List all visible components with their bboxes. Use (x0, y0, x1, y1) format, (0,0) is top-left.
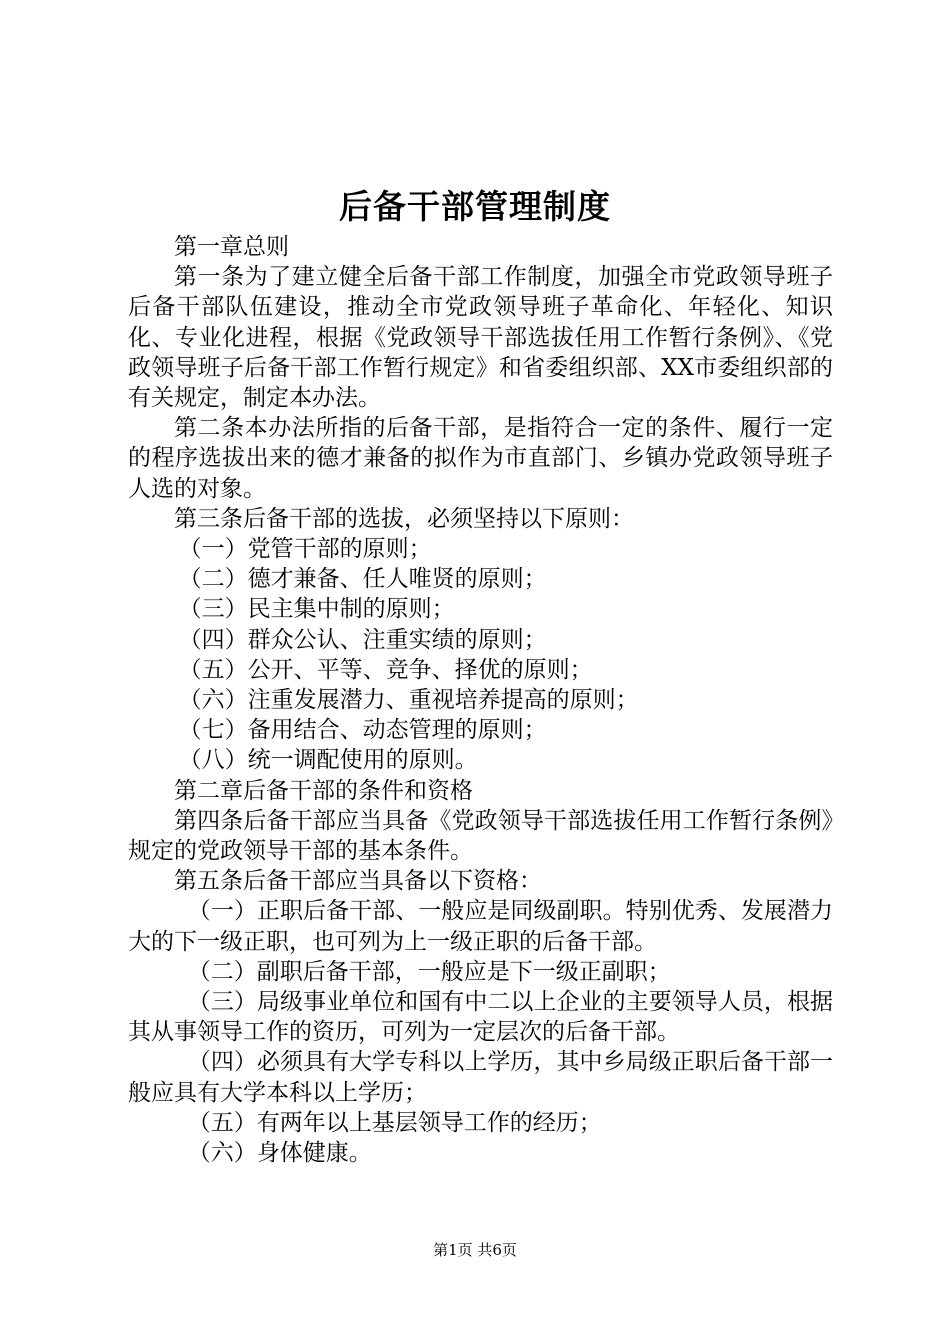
list-item: （五）公开、平等、竞争、择优的原则； (178, 656, 593, 683)
list-item: （三）民主集中制的原则； (178, 596, 455, 623)
list-item: （二）德才兼备、任人唯贤的原则； (178, 566, 547, 593)
document-title: 后备干部管理制度 (339, 187, 611, 226)
chapter-heading: 第一章总则 (174, 234, 289, 260)
list-item: （六）注重发展潜力、重视培养提高的原则； (178, 687, 639, 714)
article-paragraph: 第三条后备干部的选拔，必须坚持以下原则： (174, 505, 634, 532)
chapter-heading: 第二章后备干部的条件和资格 (174, 777, 473, 804)
list-item: （三）局级事业单位和国有中二以上企业的主要领导人员，根据其从事领导工作的资历，可列为一定层次的后备干部。 (128, 989, 833, 1046)
article-paragraph: 第二条本办法所指的后备干部，是指符合一定的条件、履行一定的程序选拔出来的德才兼备的拟作为市直部门、乡镇办党政领导班子人选的对象。 (128, 415, 833, 502)
list-item: （一）正职后备干部、一般应是同级副职。特别优秀、发展潜力大的下一级正职，也可列为上一级正职的后备干部。 (128, 898, 833, 955)
article-paragraph: 第一条为了建立健全后备干部工作制度，加强全市党政领导班子后备干部队伍建设，推动全市党政领导班子革命化、年轻化、知识化、专业化进程，根据《党政领导干部选拔任用工作暂行条例》、《党政领导班子后备干部工作暂行规定》和省委组织部、XX市委组织部的有关规定，制定本办法。 (128, 264, 833, 412)
document-body (128, 232, 833, 1168)
list-item: （五）有两年以上基层领导工作的经历； (187, 1109, 602, 1136)
list-item: （四）群众公认、注重实绩的原则； (178, 626, 547, 653)
list-item: （二）副职后备干部，一般应是下一级正副职； (187, 958, 671, 985)
article-paragraph: 第四条后备干部应当具备《党政领导干部选拔任用工作暂行条例》规定的党政领导干部的基本条件。 (128, 807, 833, 865)
list-item: （六）身体健康。 (187, 1140, 372, 1167)
list-item: （四）必须具有大学专科以上学历，其中乡局级正职后备干部一般应具有大学本科以上学历； (128, 1049, 833, 1106)
article-paragraph: 第五条后备干部应当具备以下资格： (174, 868, 542, 895)
list-item: （一）党管干部的原则； (178, 536, 432, 563)
page-number: 第1页 共6页 (433, 1241, 517, 1259)
list-item: （七）备用结合、动态管理的原则； (178, 717, 547, 744)
list-item: （八）统一调配使用的原则。 (178, 747, 478, 774)
